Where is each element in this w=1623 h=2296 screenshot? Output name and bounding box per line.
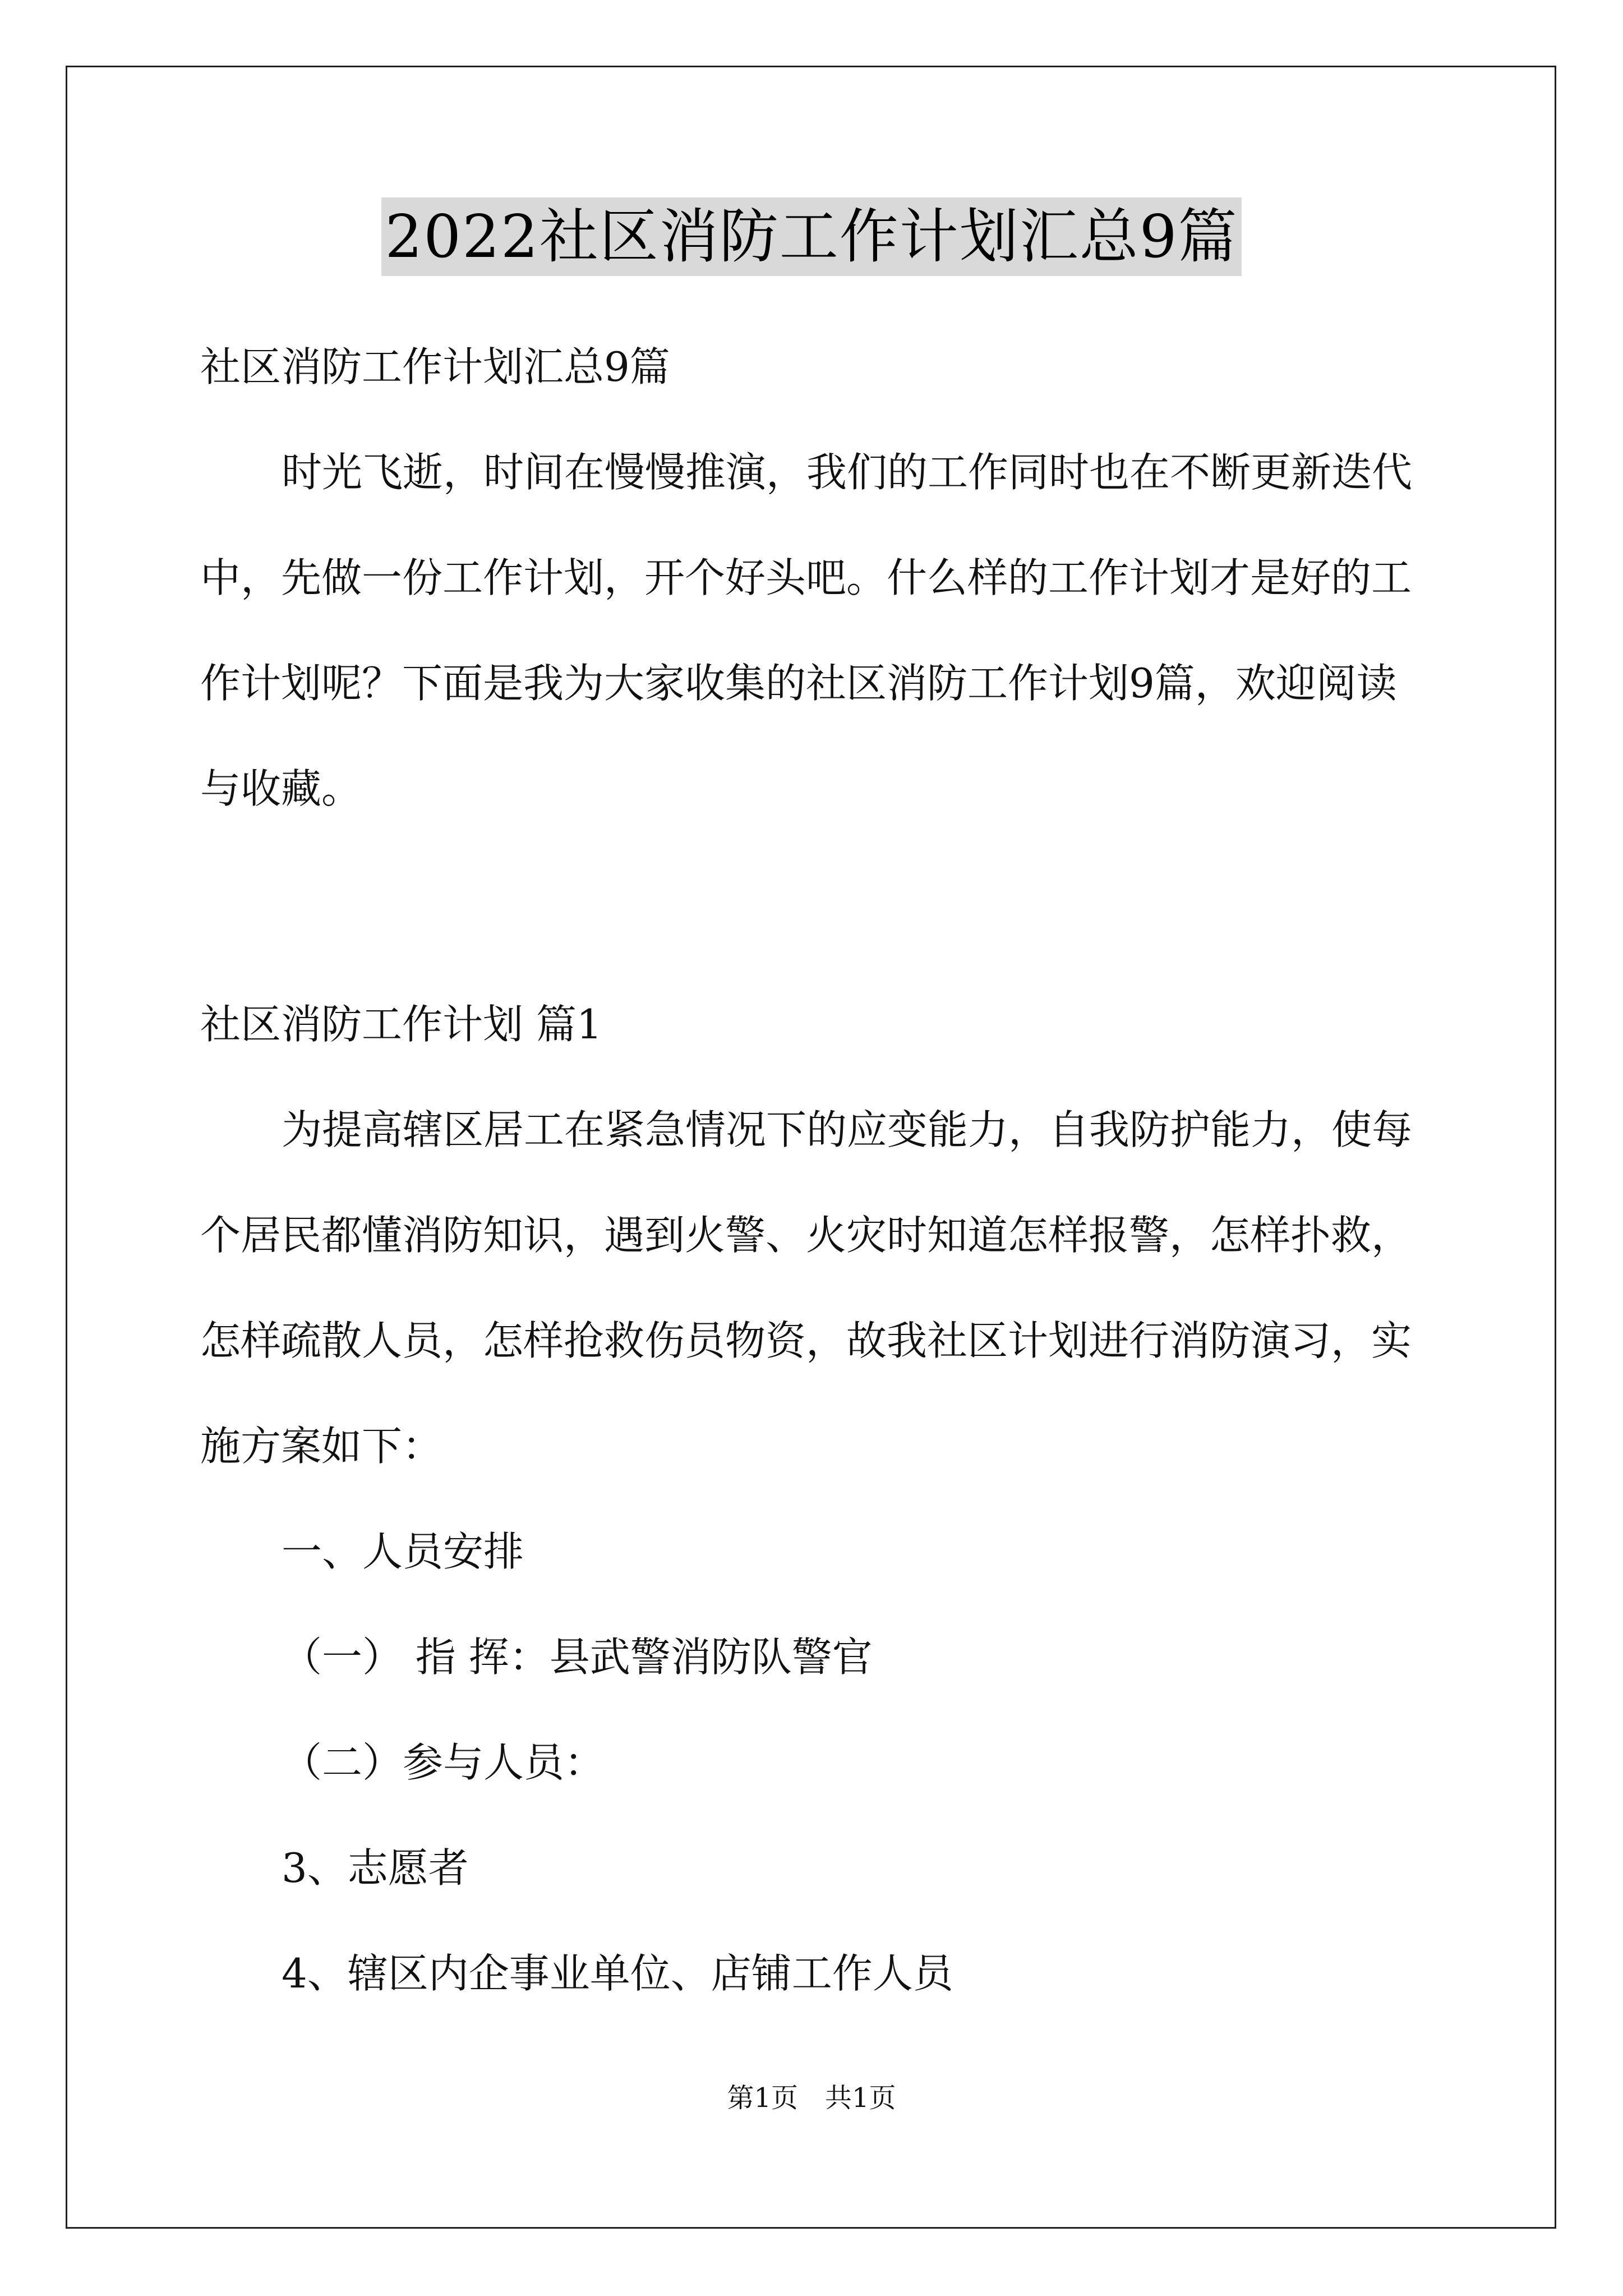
list-item-participants: （二）参与人员： xyxy=(282,1739,605,1786)
intro-line-1: 时光飞逝，时间在慢慢推演，我们的工作同时也在不断更新迭代 xyxy=(282,449,1413,496)
list-item-personnel: 一、人员安排 xyxy=(282,1528,524,1575)
list-item-volunteers: 3、志愿者 xyxy=(282,1844,469,1892)
section-line-4: 施方案如下： xyxy=(200,1423,443,1470)
document-title: 2022社区消防工作计划汇总9篇 xyxy=(381,197,1241,276)
section-line-1: 为提高辖区居工在紧急情况下的应变能力，自我防护能力，使每 xyxy=(282,1106,1413,1153)
list-item-staff: 4、辖区内企事业单位、店铺工作人员 xyxy=(282,1950,953,1997)
page-total: 共1页 xyxy=(825,2082,896,2114)
list-item-commander: （一） 指 挥：县武警消防队警官 xyxy=(282,1634,873,1681)
page-number: 第1页 xyxy=(727,2082,798,2114)
title-container xyxy=(0,197,1623,276)
intro-line-4: 与收藏。 xyxy=(200,765,362,812)
document-subtitle: 社区消防工作计划汇总9篇 xyxy=(200,343,670,390)
page-footer xyxy=(0,2081,1623,2115)
section-line-2: 个居民都懂消防知识，遇到火警、火灾时知道怎样报警，怎样扑救， xyxy=(200,1212,1412,1259)
intro-line-3: 作计划呢？下面是我为大家收集的社区消防工作计划9篇，欢迎阅读 xyxy=(200,660,1397,707)
section-heading: 社区消防工作计划 篇1 xyxy=(200,1001,602,1048)
intro-line-2: 中，先做一份工作计划，开个好头吧。什么样的工作计划才是好的工 xyxy=(200,554,1412,601)
section-line-3: 怎样疏散人员，怎样抢救伤员物资，故我社区计划进行消防演习，实 xyxy=(200,1317,1412,1364)
